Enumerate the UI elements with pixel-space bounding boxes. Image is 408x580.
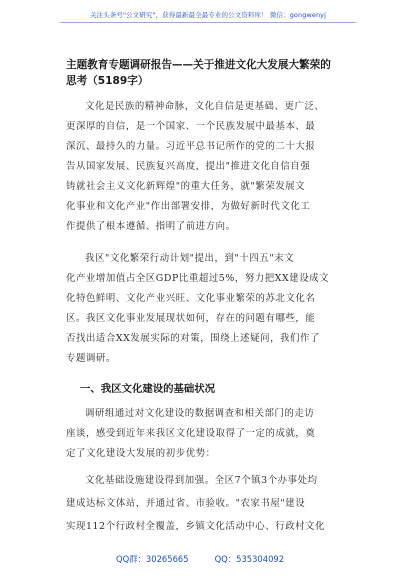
paragraph-1-line-7: 作提供了根本遵循、指明了前进方向。	[66, 221, 236, 232]
paragraph-3-line-3: 定了文化建设大发展的初步优势：	[66, 448, 216, 459]
paragraph-2-line-1: 我区"文化繁荣行动计划"提出，到"十四五"末文	[85, 253, 295, 264]
paragraph-2-line-6: 专题调研。	[66, 353, 116, 364]
page-header-banner: 关注头条号"公文研究"，获得最新最全最专业的公文资料库！ 微信：gongwenyj	[89, 11, 327, 19]
paragraph-4-line-3: 实现112个行政村全覆盖，乡镇文化活动中心、行政村文化	[66, 521, 326, 532]
section-heading-1: 一、我区文化建设的基础状况	[80, 383, 216, 395]
paragraph-1-line-5: 铸就社会主义文化新辉煌"的重大任务，就"繁荣发展文	[66, 181, 306, 192]
paragraph-3-line-2: 座谈，感受到近年来我区文化建设取得了一定的成就，奠	[66, 428, 316, 439]
page-footer	[116, 553, 284, 565]
paragraph-2-line-3: 化特色鲜明、文化产业兴旺、文化事业繁荣的苏北文化名	[66, 293, 316, 304]
paragraph-2-line-5: 否找出适合XX发展实际的对策，围绕上述疑问，我们作了	[66, 333, 320, 344]
paragraph-1-line-4: 告从国家发展、民族复兴高度，提出"推进文化自信自强	[66, 161, 311, 172]
paragraph-4-line-1: 文化基础设施建设得到加强。全区7个镇3个办事处均	[85, 475, 318, 486]
header-divider	[60, 22, 356, 23]
paragraph-1-line-1: 文化是民族的精神命脉，文化自信是更基础、更广泛、	[85, 101, 325, 112]
paragraph-1-line-3: 深沉、最持久的力量。习近平总书记所作的党的二十大报	[66, 141, 316, 152]
paragraph-1-line-6: 化事业和文化产业"作出部署安排，为做好新时代文化工	[66, 201, 311, 212]
title-line-1: 主题教育专题调研报告——关于推进文化大发展大繁荣的	[66, 59, 331, 71]
paragraph-2-line-4: 区。我区文化事业发展现状如何，存在的问题有哪些，能	[66, 313, 316, 324]
paragraph-4-line-2: 建成达标文体站，并通过省、市验收。"农家书屋"建设	[66, 498, 306, 509]
paragraph-1-line-2: 更深厚的自信，是一个国家、一个民族发展中最基本、最	[66, 121, 316, 132]
footer-qq-contact: QQ：535304092	[214, 554, 285, 564]
document-title	[66, 57, 358, 89]
footer-qq-group: QQ群：30265665	[116, 554, 189, 564]
paragraph-3-line-1: 调研组通过对文化建设的数据调查和相关部门的走访	[85, 408, 315, 419]
title-line-2: 思考（5189字）	[66, 75, 149, 87]
paragraph-2-line-2: 化产业增加值占全区GDP比重超过5%，努力把XX建设成文	[66, 273, 330, 284]
